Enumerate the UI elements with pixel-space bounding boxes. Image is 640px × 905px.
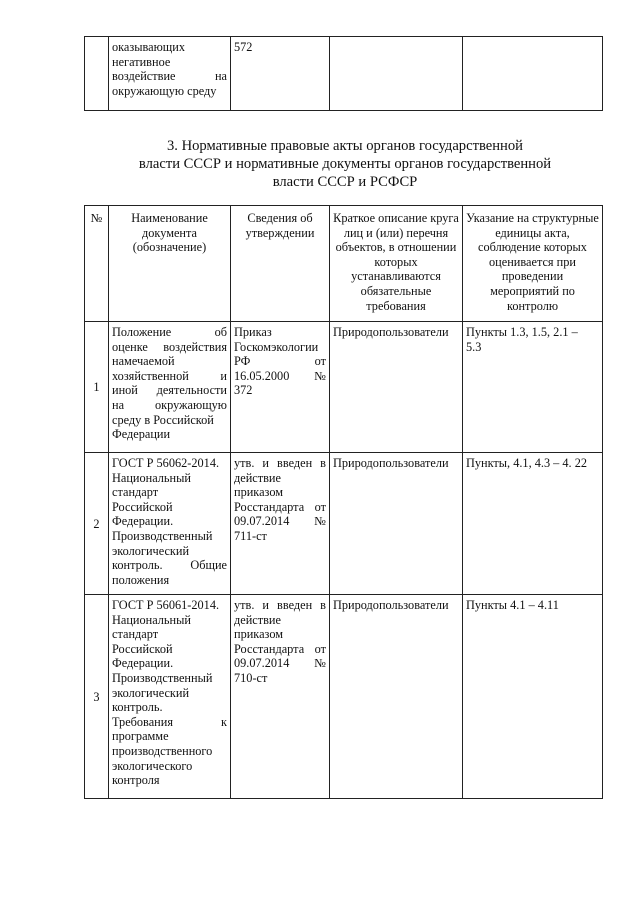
cell-num: 1 bbox=[85, 322, 109, 453]
approval-line: Росстандарта от bbox=[234, 641, 326, 656]
cell-description: Природопользователи bbox=[330, 595, 463, 799]
cell-num: 3 bbox=[85, 595, 109, 799]
cell-name bbox=[109, 37, 231, 111]
name-line: намечаемой bbox=[112, 354, 175, 369]
approval-line: утв. и введен в bbox=[234, 456, 326, 470]
table-header-row bbox=[85, 206, 603, 322]
cell-description bbox=[330, 37, 463, 111]
name-line: Федерации. bbox=[112, 514, 174, 529]
name-line: Российской bbox=[112, 641, 173, 656]
name-line: производственного bbox=[112, 743, 213, 758]
cell-units bbox=[463, 322, 603, 453]
name-line: Производственный bbox=[112, 670, 213, 685]
table-row bbox=[85, 595, 603, 799]
name-line: окружающую среду bbox=[112, 83, 217, 98]
name-line: экологического bbox=[112, 758, 193, 773]
cell-name bbox=[109, 322, 231, 453]
approval-line: 09.07.2014 № bbox=[234, 514, 326, 529]
name-line: оценке воздействия bbox=[112, 339, 227, 354]
name-line: положения bbox=[112, 572, 170, 587]
acts-table bbox=[84, 205, 603, 799]
cell-description: Природопользователи bbox=[330, 453, 463, 595]
cell-num bbox=[85, 37, 109, 111]
name-line: Российской bbox=[112, 499, 173, 514]
units-line: 5.3 bbox=[466, 339, 482, 354]
name-line: на окружающую bbox=[112, 397, 227, 412]
header-units: Указание на структурные единицы акта, соблюдение которых оценивается при проведении мероприятий по контролю bbox=[463, 206, 603, 322]
cell-approval: 572 bbox=[231, 37, 330, 111]
table-row bbox=[85, 37, 603, 111]
cell-units bbox=[463, 37, 603, 111]
name-line: Федерации. bbox=[112, 656, 174, 671]
section-title-line: власти СССР и нормативные документы органов государственной bbox=[138, 156, 552, 172]
cell-approval bbox=[231, 322, 330, 453]
cell-approval bbox=[231, 595, 330, 799]
approval-line: 372 bbox=[234, 383, 253, 398]
name-line: хозяйственной и bbox=[112, 368, 227, 383]
name-line: Положение об bbox=[112, 325, 227, 339]
name-line: иной деятельности bbox=[112, 383, 227, 398]
units-line: Пункты 4.1 – 4.11 bbox=[466, 598, 559, 612]
cell-units bbox=[463, 595, 603, 799]
name-line: Федерации bbox=[112, 427, 171, 442]
header-description: Краткое описание круга лиц и (или) перечня объектов, в отношении которых устанавливаются обязательные требования bbox=[330, 206, 463, 322]
name-line: ГОСТ Р 56062-2014. bbox=[112, 456, 220, 470]
name-line: воздействие на bbox=[112, 69, 227, 84]
units-line: Пункты 1.3, 1.5, 2.1 – bbox=[466, 325, 578, 339]
name-line: Национальный bbox=[112, 612, 191, 627]
header-num: № bbox=[85, 206, 109, 322]
section-title bbox=[90, 137, 600, 191]
cell-name bbox=[109, 453, 231, 595]
approval-line: приказом bbox=[234, 485, 284, 500]
continued-table bbox=[84, 36, 603, 111]
cell-description: Природопользователи bbox=[330, 322, 463, 453]
approval-line: 711-ст bbox=[234, 528, 267, 543]
units-line: Пункты, 4.1, 4.3 – 4. 22 bbox=[466, 456, 587, 470]
approval-line: 09.07.2014 № bbox=[234, 656, 326, 671]
name-line: программе bbox=[112, 729, 169, 744]
name-line: Производственный bbox=[112, 528, 213, 543]
name-line: негативное bbox=[112, 54, 171, 69]
approval-line: действие bbox=[234, 612, 281, 627]
approval-line: Росстандарта от bbox=[234, 499, 326, 514]
cell-units bbox=[463, 453, 603, 595]
table-row bbox=[85, 453, 603, 595]
name-line: оказывающих bbox=[112, 40, 186, 54]
name-line: Требования к bbox=[112, 714, 227, 729]
name-line: Национальный bbox=[112, 470, 191, 485]
approval-line: РФ от bbox=[234, 354, 326, 369]
cell-num: 2 bbox=[85, 453, 109, 595]
section-title-line: 3. Нормативные правовые акты органов государственной bbox=[167, 138, 523, 154]
approval-line: 16.05.2000 № bbox=[234, 368, 326, 383]
header-approval: Сведения об утверждении bbox=[231, 206, 330, 322]
name-line: стандарт bbox=[112, 485, 159, 500]
name-line: контроль. bbox=[112, 700, 163, 715]
name-line: среду в Российской bbox=[112, 412, 214, 427]
name-line: экологический bbox=[112, 685, 190, 700]
approval-line: приказом bbox=[234, 627, 284, 642]
approval-line: Госкомэкологии bbox=[234, 339, 319, 354]
approval-line: действие bbox=[234, 470, 281, 485]
name-line: экологический bbox=[112, 543, 190, 558]
approval-line: 710-ст bbox=[234, 670, 268, 685]
cell-approval bbox=[231, 453, 330, 595]
approval-line: Приказ bbox=[234, 325, 272, 339]
section-title-line: власти СССР и РСФСР bbox=[272, 174, 418, 190]
name-line: контроль. Общие bbox=[112, 558, 227, 573]
name-line: стандарт bbox=[112, 627, 159, 642]
header-name: Наименование документа (обозначение) bbox=[109, 206, 231, 322]
name-line: ГОСТ Р 56061-2014. bbox=[112, 598, 220, 612]
name-line: контроля bbox=[112, 773, 160, 788]
approval-line: утв. и введен в bbox=[234, 598, 326, 612]
cell-name bbox=[109, 595, 231, 799]
table-row bbox=[85, 322, 603, 453]
